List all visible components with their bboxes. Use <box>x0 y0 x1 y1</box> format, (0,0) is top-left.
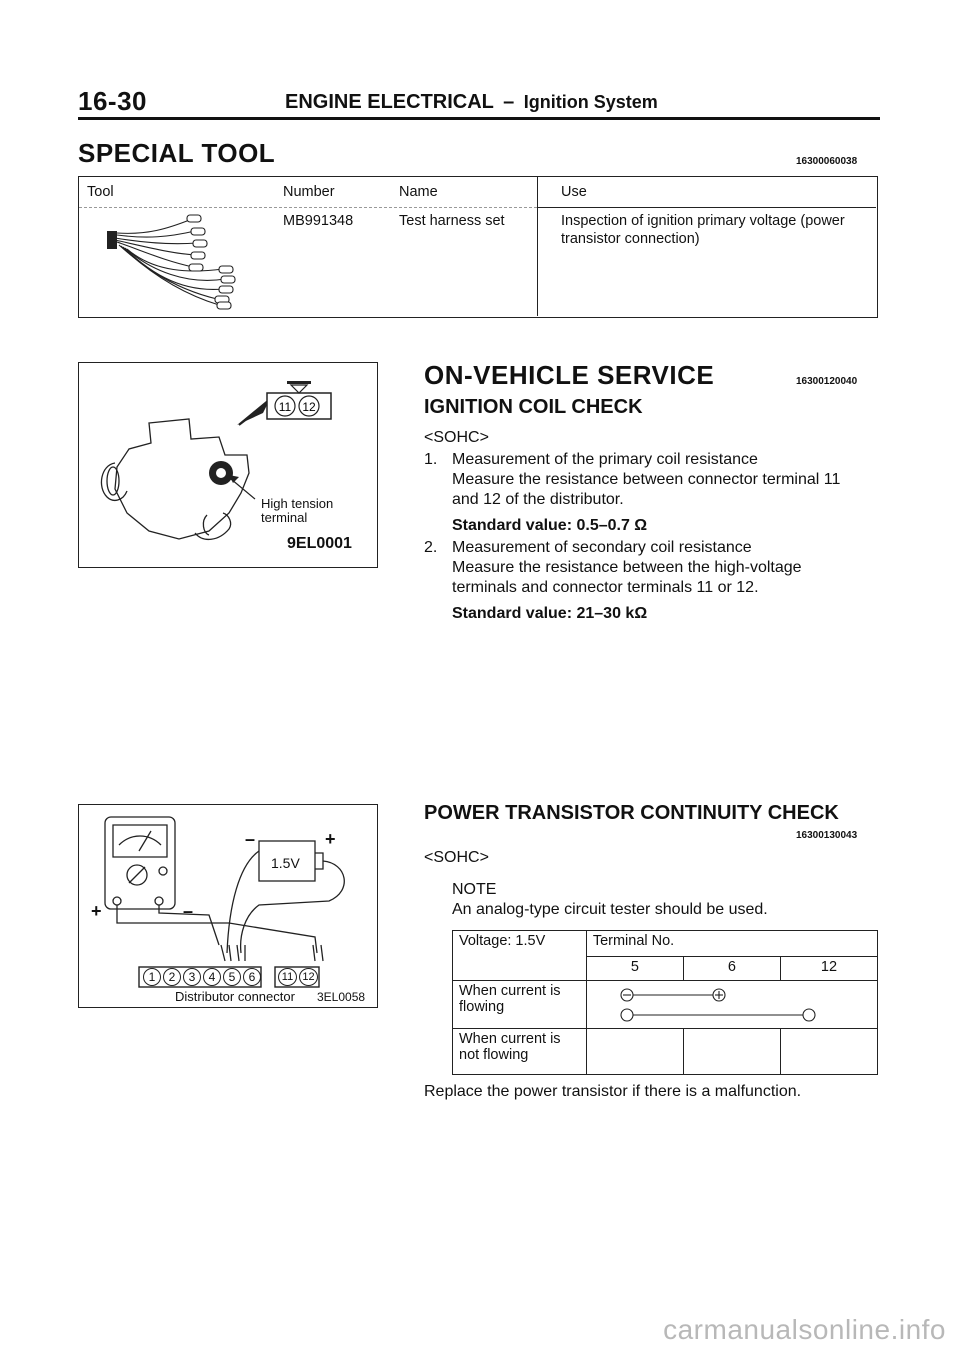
fig1-code: 9EL0001 <box>287 535 352 552</box>
pin-12: 12 <box>299 968 318 986</box>
power-transistor-engine: <SOHC> <box>424 849 489 866</box>
pin-3: 3 <box>183 968 201 986</box>
battery-minus: – <box>245 829 256 849</box>
row-not-flowing-5 <box>586 1029 683 1075</box>
note-label: NOTE <box>452 881 497 898</box>
col-tool: Tool <box>87 184 114 200</box>
special-tool-table <box>78 176 878 318</box>
step1-number: 1. <box>424 451 438 468</box>
terminal-5: 5 <box>586 957 683 981</box>
replace-note: Replace the power transistor if there is a malfunction. <box>424 1083 802 1100</box>
battery-plus: + <box>325 829 336 849</box>
terminal-12: 12 <box>780 957 877 981</box>
watermark: carmanualsonline.info <box>663 1314 946 1345</box>
fig2-code: 3EL0058 <box>317 990 366 1004</box>
distributor-connector-caption: Distributor connector <box>175 989 295 1004</box>
step2-line2: terminals and connector terminals 11 or 12. <box>452 579 759 596</box>
col-number: Number <box>283 184 335 200</box>
step2-number: 2. <box>424 539 438 556</box>
on-vehicle-code: 16300120040 <box>796 376 858 387</box>
pin-6: 6 <box>243 968 261 986</box>
tester-figure <box>78 804 378 1008</box>
step2-text <box>452 538 882 624</box>
step1-line1: Measure the resistance between connector terminal 11 <box>452 471 841 488</box>
special-tool-title: SPECIAL TOOL <box>78 138 276 168</box>
tool-name: Test harness set <box>399 213 505 229</box>
continuity-table <box>452 930 878 1075</box>
special-tool-code: 16300060038 <box>796 156 858 167</box>
voltage-cell: Voltage: 1.5V <box>453 931 587 981</box>
tool-use-line1: Inspection of ignition primary voltage (power <box>561 213 845 229</box>
high-tension-line1: High tension <box>261 496 334 511</box>
pin-5: 5 <box>223 968 241 986</box>
use-divider <box>537 177 538 316</box>
pin-1: 1 <box>143 968 161 986</box>
page-number: 16-30 <box>78 86 147 116</box>
high-tension-line2: terminal <box>261 510 308 525</box>
pin-11: 11 <box>278 968 297 986</box>
power-transistor-title: POWER TRANSISTOR CONTINUITY CHECK <box>424 802 839 824</box>
subsection-name: Ignition System <box>523 92 658 112</box>
step2-line1: Measure the resistance between the high-voltage <box>452 559 802 576</box>
tester-plus: + <box>91 901 102 921</box>
row-not-flowing-6 <box>683 1029 780 1075</box>
fig1-pin-12: 12 <box>302 400 316 414</box>
continuity-lines <box>587 981 849 1027</box>
on-vehicle-title: ON-VEHICLE SERVICE <box>424 360 715 390</box>
step1-text <box>452 450 882 536</box>
terminal-6: 6 <box>683 957 780 981</box>
terminal-header: Terminal No. <box>586 931 877 957</box>
pin-2: 2 <box>163 968 181 986</box>
connector-pins-left <box>143 968 261 986</box>
step1-line2: and 12 of the distributor. <box>452 491 624 508</box>
step2-standard: Standard value: 21–30 kΩ <box>452 605 648 622</box>
test-harness-icon <box>107 211 247 311</box>
row-not-flowing-line2: not flowing <box>459 1047 529 1063</box>
distributor-figure <box>78 362 378 568</box>
tester-minus: – <box>183 901 194 921</box>
section-name: ENGINE ELECTRICAL <box>285 91 494 113</box>
col-use: Use <box>561 184 587 200</box>
use-header-line <box>538 207 876 208</box>
note-text: An analog-type circuit tester should be used. <box>452 901 768 918</box>
tool-number: MB991348 <box>283 213 354 229</box>
header-rule <box>78 117 880 120</box>
step2-title: Measurement of secondary coil resistance <box>452 539 752 556</box>
connector-pins-right <box>278 968 318 986</box>
step1-title: Measurement of the primary coil resistance <box>452 451 758 468</box>
ignition-engine-type: <SOHC> <box>424 429 489 446</box>
row-not-flowing-label <box>453 1029 587 1075</box>
row-not-flowing-12 <box>780 1029 877 1075</box>
battery-voltage: 1.5V <box>271 855 300 871</box>
tool-use-line2: transistor connection) <box>561 231 700 247</box>
row-flowing-line1: When current is <box>459 983 561 999</box>
row-flowing-line2: flowing <box>459 999 505 1015</box>
row-flowing-label <box>453 981 587 1029</box>
ignition-coil-title: IGNITION COIL CHECK <box>424 396 643 418</box>
step1-standard: Standard value: 0.5–0.7 Ω <box>452 517 648 534</box>
row-not-flowing-line1: When current is <box>459 1031 561 1047</box>
header-title <box>285 91 658 114</box>
row-flowing-continuity <box>586 981 877 1029</box>
col-name: Name <box>399 184 438 200</box>
power-transistor-code: 16300130043 <box>796 830 858 841</box>
pin-4: 4 <box>203 968 221 986</box>
fig1-pin-11: 11 <box>278 400 292 414</box>
high-tension-label <box>261 497 333 525</box>
header-dash: – <box>503 91 515 113</box>
header-divider <box>79 207 537 208</box>
